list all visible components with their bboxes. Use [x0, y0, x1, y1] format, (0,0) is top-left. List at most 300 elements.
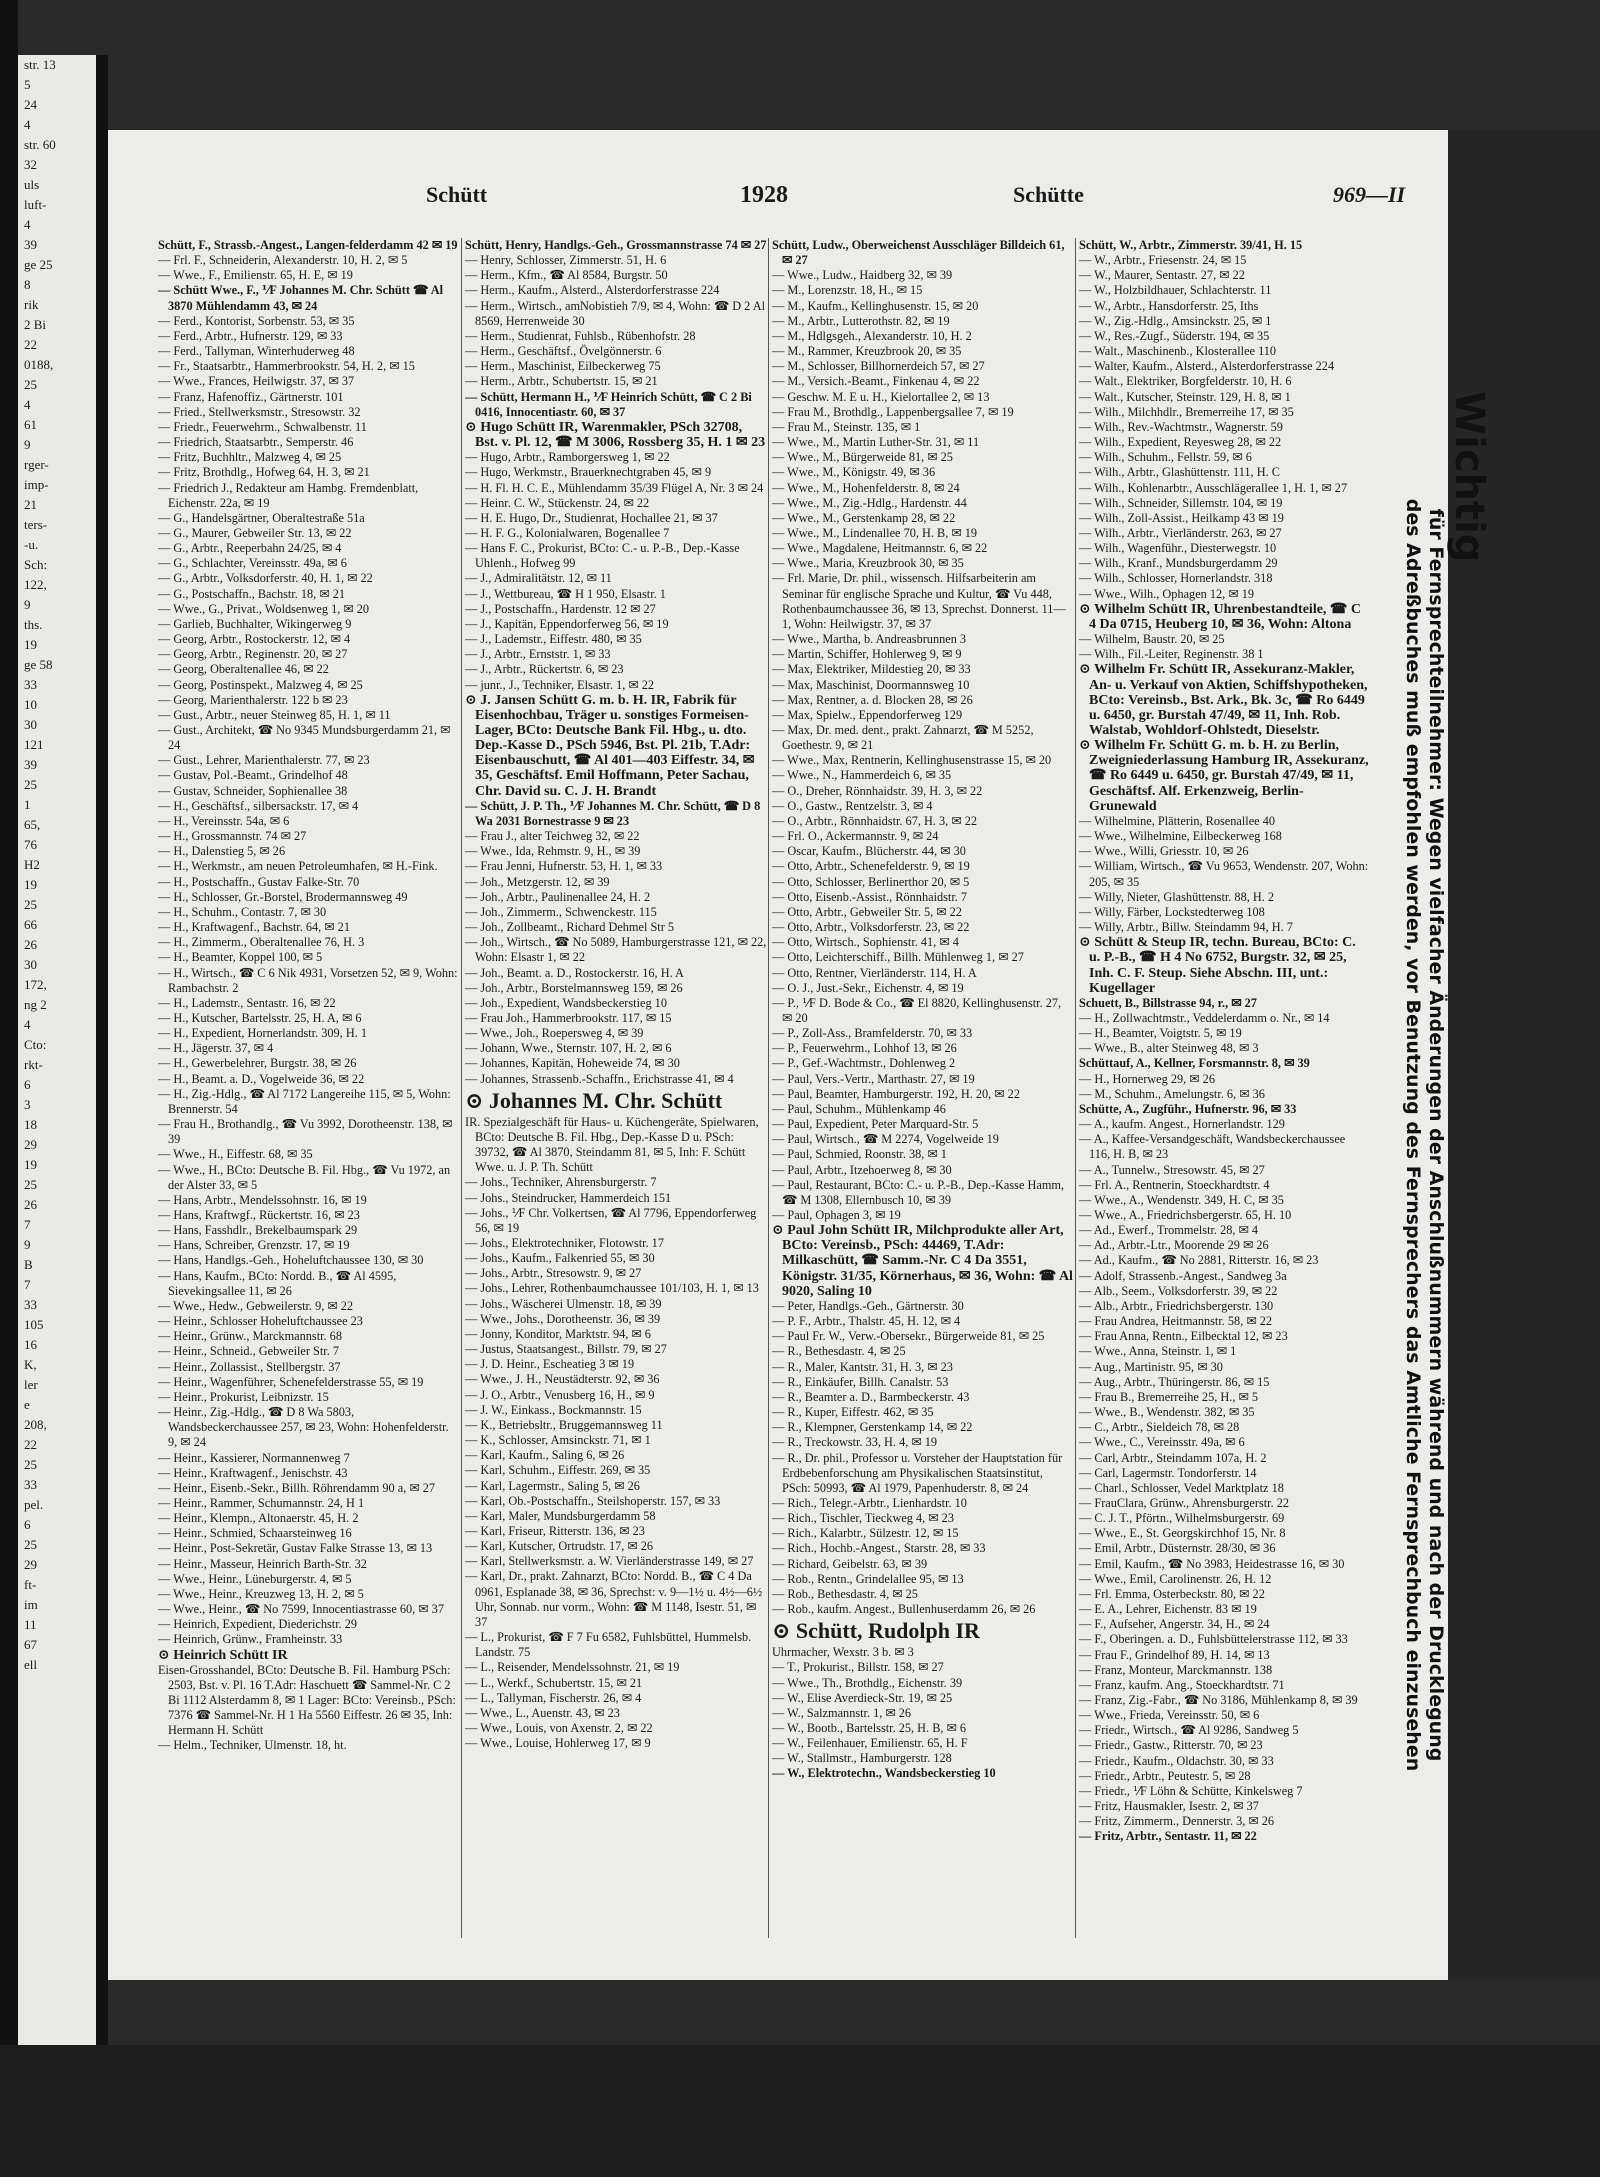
- directory-entry: — Wwe., M., Zig.-Hdlg., Hardenstr. 44: [772, 495, 967, 510]
- previous-page-line: 26: [24, 937, 37, 952]
- directory-entry: — Franz, Monteur, Marckmannstr. 138: [1079, 1662, 1273, 1677]
- directory-entry: — Hans, Arbtr., Mendelssohnstr. 16, ✉ 19: [158, 1192, 367, 1207]
- directory-entry: — Heinr., Post-Sekretär, Gustav Falke Strasse 13, ✉ 13: [158, 1541, 433, 1556]
- directory-entry: — G., Schlachter, Vereinsstr. 49a, ✉ 6: [158, 556, 347, 571]
- previous-page-line: 1: [24, 797, 31, 812]
- directory-entry: — Alb., Arbtr., Friedrichsbergerstr. 130: [1079, 1298, 1274, 1313]
- directory-entry: Schütt, W., Arbtr., Zimmerstr. 39/41, H. 15: [1079, 238, 1303, 252]
- directory-entry: — P., ⅟F D. Bode & Co., ☎ El 8820, Kellinghusenstr. 27, ✉ 20: [772, 995, 1062, 1025]
- directory-entry: — Herm., Geschäftsf., Övelgönnerstr. 6: [465, 344, 662, 359]
- directory-entry: — Georg, Arbtr., Reginenstr. 20, ✉ 27: [158, 647, 348, 662]
- previous-page-line: ge 25: [24, 257, 53, 272]
- directory-entry: — Max, Rentner, a. d. Blocken 28, ✉ 26: [772, 692, 973, 707]
- directory-entry: ⊙ J. Jansen Schütt G. m. b. H. IR, Fabrik für Eisenhochbau, Träger u. sonstiges Formeisen-Lager, BCto: Deutsche Bank Fil. Hbg., u. dto. Dep.-Kasse D., PSch 5946, Bst. Pl. 21b, T.Adr: Eisenbauschutt, ☎ Al 401—403 Eiffestr. 34, ✉ 35, Geschäftsf. Emil Hoffmann, Peter Sachau, Chr. David su. C. J. H. Brandt: [465, 692, 755, 799]
- directory-entry: — Wwe., C., Vereinsstr. 49a, ✉ 6: [1079, 1435, 1245, 1450]
- directory-entry: — W., Stallmstr., Hamburgerstr. 128: [772, 1751, 952, 1766]
- directory-entry: — H., Zimmerm., Oberaltenallee 76, H. 3: [158, 935, 365, 950]
- directory-entry: — R., Dr. phil., Professor u. Vorsteher der Hauptstation für Erdbebenforschung am Physikalischen Staatsinstitut, PSch: 50993, ☎ Al 1979, Papenhuderstr. 8, ✉ 24: [772, 1450, 1063, 1495]
- directory-entry: — J. W., Einkass., Bockmannstr. 15: [465, 1402, 642, 1417]
- directory-entry: — Wwe., N., Hammerdeich 6, ✉ 35: [772, 768, 952, 783]
- directory-entry: ⊙ Heinrich Schütt IR: [158, 1647, 288, 1663]
- directory-entry: — W., Zig.-Hdlg., Amsinckstr. 25, ✉ 1: [1079, 313, 1272, 328]
- previous-page-line: 7: [24, 1217, 31, 1232]
- previous-page-line: e: [24, 1397, 30, 1412]
- directory-entry: — R., Treckowstr. 33, H. 4, ✉ 19: [772, 1435, 938, 1450]
- directory-entry: — Emil, Arbtr., Düsternstr. 28/30, ✉ 36: [1079, 1541, 1276, 1556]
- directory-entry: — Wilh., Rev.-Wachtmstr., Wagnerstr. 59: [1079, 419, 1283, 434]
- previous-page-line: 22: [24, 337, 37, 352]
- directory-entry: — W., Arbtr., Hansdorferstr. 25, Iths: [1079, 298, 1259, 313]
- directory-entry: — H., Kutscher, Bartelsstr. 25, H. A, ✉ 6: [158, 1010, 362, 1025]
- previous-page-line: im: [24, 1597, 38, 1612]
- directory-entry: — junr., J., Techniker, Elsastr. 1, ✉ 22: [465, 677, 655, 692]
- directory-entry: — Willy, Arbtr., Billw. Steindamm 94, H. 7: [1079, 920, 1293, 935]
- directory-entry: — Wilh., Arbtr., Vierländerstr. 263, ✉ 27: [1079, 525, 1282, 540]
- directory-entry: — Frl. Emma, Osterbeckstr. 80, ✉ 22: [1079, 1586, 1265, 1601]
- directory-entry: — W., Arbtr., Friesenstr. 24, ✉ 15: [1079, 253, 1247, 268]
- previous-page-line: 67: [24, 1637, 37, 1652]
- directory-entry: — G., Postschaffn., Bachstr. 18, ✉ 21: [158, 586, 346, 601]
- directory-entry: — Adolf, Strassenb.-Angest., Sandweg 3a: [1079, 1268, 1287, 1283]
- directory-entry: IR. Spezialgeschäft für Haus- u. Küchengeräte, Spielwaren, BCto: Deutsche B. Fil. Hbg., Dep.-Kasse D u. PSch: 39732, ☎ Al 3870, Steindamm 81, ✉ 5, Inh: F. Schütt Wwe. u. J. P. Th. Schütt: [465, 1114, 759, 1175]
- directory-entry: — H., Zig.-Hdlg., ☎ Al 7172 Langereihe 115, ✉ 5, Wohn: Brennerstr. 54: [158, 1086, 451, 1116]
- directory-entry: — Wilhelmine, Plätterin, Rosenallee 40: [1079, 813, 1275, 828]
- directory-entry: — Karl, Kutscher, Ortrudstr. 17, ✉ 26: [465, 1539, 654, 1554]
- directory-entry: — O., Dreher, Rönnhaidstr. 39, H. 3, ✉ 22: [772, 783, 983, 798]
- header-right-keyword: Schütte: [1013, 182, 1084, 207]
- directory-entry: — H., Grossmannstr. 74 ✉ 27: [158, 829, 307, 844]
- directory-entry: — Heinr., Kassierer, Normannenweg 7: [158, 1450, 350, 1465]
- directory-entry: — Heinr., Prokurist, Leibnizstr. 15: [158, 1389, 329, 1404]
- directory-entry: — Rich., Telegr.-Arbtr., Lienhardstr. 10: [772, 1495, 967, 1510]
- directory-entry: — Wilhelm, Baustr. 20, ✉ 25: [1079, 632, 1225, 647]
- directory-entry: — H., Schuhm., Contastr. 7, ✉ 30: [158, 904, 327, 919]
- previous-page-line: 6: [24, 1077, 31, 1092]
- column-divider: [461, 238, 462, 1938]
- directory-entry: Schüttauf, A., Kellner, Forsmannstr. 8, ✉ 39: [1079, 1056, 1310, 1071]
- side-notice-text: [1401, 385, 1491, 1885]
- directory-entry: — L., Reisender, Mendelssohnstr. 21, ✉ 19: [465, 1660, 680, 1675]
- previous-page-line: 121: [24, 737, 44, 752]
- directory-entry: — Wwe., Frances, Heilwigstr. 37, ✉ 37: [158, 374, 355, 389]
- previous-page-line: ge 58: [24, 657, 53, 672]
- directory-entry: — Wilh., Schuhm., Fellstr. 59, ✉ 6: [1079, 450, 1252, 465]
- directory-entry: — Heinr., Eisenb.-Sekr., Billh. Röhrendamm 90 a, ✉ 27: [158, 1480, 436, 1495]
- previous-page-line: 6: [24, 1517, 31, 1532]
- previous-page-line: 26: [24, 1197, 37, 1212]
- directory-entry: — Hans, Kraftwgf., Rückertstr. 16, ✉ 23: [158, 1208, 360, 1222]
- previous-page-line: luft-: [24, 197, 47, 212]
- directory-entry: — Frau H., Brothandlg., ☎ Vu 3992, Dorotheenstr. 138, ✉ 39: [158, 1117, 453, 1147]
- previous-page-line: -u.: [24, 537, 39, 552]
- previous-page-line: 2 Bi: [24, 317, 47, 332]
- directory-entry: — Herm., Kaufm., Alsterd., Alsterdorferstrasse 224: [465, 283, 720, 298]
- directory-entry: — Otto, Leichterschiff., Billh. Mühlenweg 1, ✉ 27: [772, 950, 1024, 965]
- directory-entry: — Heinr., Klempn., Altonaerstr. 45, H. 2: [158, 1511, 359, 1526]
- directory-entry: — Johs., Steindrucker, Hammerdeich 151: [465, 1190, 672, 1205]
- directory-entry: — H., Beamter, Voigtstr. 5, ✉ 19: [1079, 1026, 1242, 1041]
- directory-entry: — Wwe., M., Hohenfelderstr. 8, ✉ 24: [772, 480, 960, 495]
- directory-entry: — H., Zollwachtmstr., Veddelerdamm o. Nr., ✉ 14: [1079, 1010, 1330, 1025]
- directory-entry: — H., Lademstr., Sentastr. 16, ✉ 22: [158, 995, 336, 1010]
- directory-entry: ⊙ Wilhelm Schütt IR, Uhrenbestandteile, ☎ C 4 Da 0715, Heuberg 10, ✉ 36, Wohn: Altona: [1079, 601, 1361, 632]
- directory-entry: — Heinr., Schlosser Hoheluftchaussee 23: [158, 1314, 363, 1329]
- directory-entry: — Georg, Arbtr., Rostockerstr. 12, ✉ 4: [158, 632, 351, 647]
- directory-entry: — P., Feuerwehrm., Lohhof 13, ✉ 26: [772, 1041, 957, 1056]
- previous-page-line: 9: [24, 1237, 31, 1252]
- directory-entry: — Richard, Geibelstr. 63, ✉ 39: [772, 1556, 928, 1571]
- directory-entry: ⊙ Wilhelm Fr. Schütt G. m. b. H. zu Berlin, Zweigniederlassung Hamburg IR, Assekuranz, ☎ Ro 6449 u. 6450, gr. Burstah 47/49, ✉ 11, Geschäftsf. Alf. Erkenzweig, Berlin-Grunewald: [1079, 738, 1369, 814]
- previous-page-line: 25: [24, 377, 37, 392]
- directory-entry: — Georg, Postinspekt., Malzweg 4, ✉ 25: [158, 677, 363, 692]
- previous-page-line: 208,: [24, 1417, 47, 1432]
- directory-entry: — H., Jägerstr. 37, ✉ 4: [158, 1041, 274, 1056]
- directory-entry: — Gust., Lehrer, Marienthalerstr. 77, ✉ 23: [158, 753, 370, 768]
- directory-entry: — Karl, Maler, Mundsburgerdamm 58: [465, 1508, 656, 1523]
- previous-page-line: 7: [24, 1277, 31, 1292]
- directory-entry: — Frau Anna, Rentn., Eilbecktal 12, ✉ 23: [1079, 1329, 1288, 1344]
- directory-entry: — L., Tallyman, Fischerstr. 26, ✉ 4: [465, 1690, 642, 1705]
- directory-entry: — Georg, Oberaltenallee 46, ✉ 22: [158, 662, 329, 677]
- directory-entry: — Wilh., Schneider, Sillemstr. 104, ✉ 19: [1079, 495, 1283, 510]
- directory-entry: — Alb., Seem., Volksdorferstr. 39, ✉ 22: [1079, 1283, 1278, 1298]
- directory-entry: — Paul, Vers.-Vertr., Marthastr. 27, ✉ 19: [772, 1071, 975, 1086]
- directory-entry: — Willy, Färber, Lockstedterweg 108: [1079, 904, 1265, 919]
- previous-page-line: 0188,: [24, 357, 54, 372]
- directory-entry: — Walt., Maschinenb., Klosterallee 110: [1079, 344, 1277, 359]
- directory-entry: ⊙ Johannes M. Chr. Schütt: [465, 1087, 723, 1113]
- directory-entry: — Frau F., Grindelhof 89, H. 14, ✉ 13: [1079, 1647, 1270, 1662]
- directory-entry: — Wilh., Kranf., Mundsburgerdamm 29: [1079, 556, 1278, 571]
- page-header: [108, 182, 1448, 222]
- directory-entry: — Helm., Techniker, Ulmenstr. 18, ht.: [158, 1738, 347, 1753]
- directory-entry: Schütt, Henry, Handlgs.-Geh., Grossmannstrasse 74 ✉ 27: [465, 238, 767, 252]
- previous-page-line: 5: [24, 77, 31, 92]
- directory-entry: — Heinr., Wagenführer, Schenefelderstrasse 55, ✉ 19: [158, 1374, 424, 1389]
- directory-entry: ⊙ Paul John Schütt IR, Milchprodukte aller Art, BCto: Vereinsb., PSch: 44469, T.Adr: Milkaschütt, ☎ Samm.-Nr. C 4 Da 3551, Königstr. 31/35, Körnerhaus, ✉ 36, Wohn: ☎ Al 9020, Saling 10: [772, 1223, 1073, 1299]
- previous-page-line: 11: [24, 1617, 37, 1632]
- directory-entry: — Ad., Ewerf., Trommelstr. 28, ✉ 4: [1079, 1223, 1259, 1238]
- directory-entry: — Wwe., M., Königstr. 49, ✉ 36: [772, 465, 936, 480]
- directory-entry: — H., Postschaffn., Gustav Falke-Str. 70: [158, 874, 360, 889]
- directory-entry: — H. E. Hugo, Dr., Studienrat, Hochallee 21, ✉ 37: [465, 510, 718, 525]
- directory-entry: — Wwe., Anna, Steinstr. 1, ✉ 1: [1079, 1344, 1237, 1359]
- directory-entry: — Paul, Schmied, Roonstr. 38, ✉ 1: [772, 1147, 947, 1162]
- directory-entry: — Wwe., B., alter Steinweg 48, ✉ 3: [1079, 1041, 1259, 1056]
- directory-entry: — Ad., Arbtr.-Ltr., Moorende 29 ✉ 26: [1079, 1238, 1269, 1253]
- previous-page-line: rkt-: [24, 1057, 43, 1072]
- side-notice-line-1: für Fernsprechteilnehmer: Wegen vielfacher Änderungen der Anschlußnummern während und nach der Drucklegung: [1425, 508, 1447, 1762]
- previous-page-line: ell: [24, 1657, 37, 1672]
- previous-page-line: 30: [24, 957, 37, 972]
- previous-page-fragment: [18, 55, 96, 2045]
- book-gutter: [96, 55, 108, 2045]
- directory-entry: — H., Expedient, Hornerlandstr. 309, H. 1: [158, 1026, 368, 1041]
- directory-entry: — Wwe., A., Wendenstr. 349, H. C, ✉ 35: [1079, 1192, 1284, 1207]
- directory-entry: Schütt, F., Strassb.-Angest., Langen-felderdamm 42 ✉ 19: [158, 238, 458, 252]
- previous-page-line: 61: [24, 417, 37, 432]
- previous-page-line: 172,: [24, 977, 47, 992]
- directory-entry: — Joh., Arbtr., Paulinenallee 24, H. 2: [465, 889, 651, 904]
- side-notice: [1376, 330, 1492, 1830]
- directory-entry: — Karl, Schuhm., Eiffestr. 269, ✉ 35: [465, 1463, 651, 1478]
- directory-entry: — Otto, Schlosser, Berlinerthor 20, ✉ 5: [772, 874, 970, 889]
- side-notice-title: Wichtig: [1446, 391, 1492, 563]
- directory-entry: — J., Wettbureau, ☎ H 1 950, Elsastr. 1: [465, 586, 666, 601]
- directory-entry: — Frau Joh., Hammerbrookstr. 117, ✉ 15: [465, 1010, 672, 1025]
- directory-entry: — Frl. O., Ackermannstr. 9, ✉ 24: [772, 829, 939, 844]
- previous-page-line: 25: [24, 1537, 37, 1552]
- previous-page-line: 19: [24, 877, 37, 892]
- directory-entry: — Wilh., Expedient, Reyesweg 28, ✉ 22: [1079, 435, 1282, 450]
- directory-entry: — Johs., ⅟F Chr. Volkertsen, ☎ Al 7796, Eppendorferweg 56, ✉ 19: [465, 1205, 757, 1235]
- directory-entry: — Wwe., Max, Rentnerin, Kellinghusenstrasse 15, ✉ 20: [772, 753, 1052, 768]
- directory-entry: — Aug., Martinistr. 95, ✉ 30: [1079, 1359, 1223, 1374]
- directory-entry: Schütte, A., Zugführ., Hufnerstr. 96, ✉ 33: [1079, 1101, 1297, 1116]
- directory-entry: ⊙ Wilhelm Fr. Schütt IR, Assekuranz-Makler, An- u. Verkauf von Aktien, Schiffshypotheken, BCto: Vereinsb., Bst. Ark., Bk. 3c, ☎ Ro 6449 u. 6450, gr. Burstah 47/49, ✉ 11, Inh. Rob. Walstab, Wohldorf-Ohlstedt, Dieselstr.: [1079, 662, 1368, 738]
- directory-entry: — Heinr., Masseur, Heinrich Barth-Str. 32: [158, 1556, 367, 1571]
- directory-entry: — Johannes, Kapitän, Hoheweide 74, ✉ 30: [465, 1056, 680, 1071]
- directory-entry: — Karl, Kaufm., Saling 6, ✉ 26: [465, 1448, 625, 1463]
- directory-entry: — Paul, Restaurant, BCto: C.- u. P.-B., Dep.-Kasse Hamm, ☎ M 1308, Ellernbusch 10, ✉ 39: [772, 1177, 1065, 1207]
- directory-entry: — Friedr., Kaufm., Oldachstr. 30, ✉ 33: [1079, 1753, 1274, 1768]
- directory-entry: — G., Arbtr., Volksdorferstr. 40, H. 1, ✉ 22: [158, 571, 373, 586]
- directory-entry: — Wwe., Magdalene, Heitmannstr. 6, ✉ 22: [772, 541, 988, 556]
- directory-entry: — Wwe., Heinr., Kreuzweg 13, H. 2, ✉ 5: [158, 1586, 364, 1601]
- directory-entry: — Hans, Handlgs.-Geh., Hoheluftchaussee 130, ✉ 30: [158, 1253, 424, 1268]
- directory-entry: — Herm., Arbtr., Schubertstr. 15, ✉ 21: [465, 374, 658, 389]
- directory-entry: — J., Arbtr., Ernststr. 1, ✉ 33: [465, 647, 611, 662]
- directory-entry: — M., Versich.-Beamt., Finkenau 4, ✉ 22: [772, 374, 980, 389]
- header-page-number: 969—II: [1333, 182, 1406, 207]
- directory-entry: — J., Arbtr., Rückertstr. 6, ✉ 23: [465, 662, 624, 677]
- directory-entry: — H. Fl. H. C. E., Mühlendamm 35/39 Flügel A, Nr. 3 ✉ 24: [465, 480, 764, 495]
- directory-entry: — Wwe., Ida, Rehmstr. 9, H., ✉ 39: [465, 844, 641, 859]
- previous-page-line: 9: [24, 597, 31, 612]
- directory-entry: — Aug., Arbtr., Thüringerstr. 86, ✉ 15: [1079, 1374, 1270, 1389]
- directory-entry: — M., Schuhm., Amelungstr. 6, ✉ 36: [1079, 1086, 1265, 1101]
- directory-entry: — Fritz, Buchhltr., Malzweg 4, ✉ 25: [158, 450, 342, 465]
- directory-entry: — Frl. F., Schneiderin, Alexanderstr. 10, H. 2, ✉ 5: [158, 253, 408, 268]
- directory-entry: — H., Hornerweg 29, ✉ 26: [1079, 1071, 1215, 1086]
- directory-entry: — Ad., Kaufm., ☎ No 2881, Ritterstr. 16, ✉ 23: [1079, 1253, 1319, 1268]
- previous-page-line: 39: [24, 757, 37, 772]
- directory-entry: ⊙ Schütt & Steup IR, techn. Bureau, BCto: C. u. P.-B., ☎ H 4 No 6752, Burgstr. 32, ✉ 25, Inh. C. F. Steup. Siehe Abschn. III, unt.: Kugellager: [1079, 935, 1356, 996]
- directory-entry: — W., Salzmannstr. 1, ✉ 26: [772, 1705, 912, 1720]
- directory-entry: — Garlieb, Buchhalter, Wikingerweg 9: [158, 616, 352, 631]
- directory-entry: — Joh., Wirtsch., ☎ No 5089, Hamburgerstrasse 121, ✉ 22, Wohn: Elsastr 1, ✉ 22: [465, 935, 767, 965]
- directory-entry: — Hans F. C., Prokurist, BCto: C.- u. P.-B., Dep.-Kasse Uhlenh., Hofweg 99: [465, 541, 740, 571]
- directory-entry: — W., Maurer, Sentastr. 27, ✉ 22: [1079, 268, 1245, 283]
- directory-entry: — W., Elektrotechn., Wandsbeckerstieg 10: [772, 1766, 996, 1781]
- column-divider: [768, 238, 769, 1938]
- previous-page-line: 8: [24, 277, 31, 292]
- directory-entry: — Herm., Studienrat, Fuhlsb., Rübenhofstr. 28: [465, 328, 696, 343]
- directory-entry: — Heinr. C. W., Stückenstr. 24, ✉ 22: [465, 495, 650, 510]
- directory-entry: — Heinr., Rammer, Schumannstr. 24, H 1: [158, 1495, 365, 1510]
- previous-page-line: 25: [24, 1177, 37, 1192]
- directory-entry: — Wilh., Kohlenarbtr., Ausschlägerallee 1, H. 1, ✉ 27: [1079, 480, 1348, 495]
- directory-entry: — Wwe., M., Lindenallee 70, H. B, ✉ 19: [772, 525, 978, 540]
- previous-page-line: ler: [24, 1377, 38, 1392]
- directory-entry: — Frau M., Steinstr. 135, ✉ 1: [772, 419, 921, 434]
- header-year: 1928: [740, 182, 788, 208]
- directory-entry: — Fr., Staatsarbtr., Hammerbrookstr. 54, H. 2, ✉ 15: [158, 359, 415, 374]
- directory-entry: — Johs., Kaufm., Falkenried 55, ✉ 30: [465, 1251, 655, 1266]
- directory-entry: — F., Oberingen. a. D., Fuhlsbüttelerstrasse 112, ✉ 33: [1079, 1632, 1348, 1647]
- directory-entry: — Wwe., Johs., Dorotheenstr. 36, ✉ 39: [465, 1311, 661, 1326]
- directory-entry: — G., Handelsgärtner, Oberaltestraße 51a: [158, 510, 365, 525]
- directory-entry: — M., Rammer, Kreuzbrook 20, ✉ 35: [772, 344, 962, 359]
- directory-entry: — H., Schlosser, Gr.-Borstel, Brodermannsweg 49: [158, 889, 408, 904]
- previous-page-line: 4: [24, 117, 31, 132]
- directory-entry: — Johs., Elektrotechniker, Flotowstr. 17: [465, 1236, 664, 1250]
- previous-page-line: 4: [24, 397, 31, 412]
- directory-entry: — Charl., Schlosser, Vedel Marktplatz 18: [1079, 1480, 1284, 1495]
- directory-entry: — Walter, Kaufm., Alsterd., Alsterdorferstrasse 224: [1079, 359, 1335, 374]
- directory-entry: — Joh., Expedient, Wandsbeckerstieg 10: [465, 995, 667, 1010]
- previous-page-line: 32: [24, 157, 37, 172]
- directory-entry: — W., Elise Averdieck-Str. 19, ✉ 25: [772, 1690, 953, 1705]
- directory-entry: — Carl, Lagermstr. Tondorferstr. 14: [1079, 1465, 1257, 1480]
- directory-entry: — Wilh., Schlosser, Hornerlandstr. 318: [1079, 571, 1273, 586]
- directory-entry: — Frl. A., Rentnerin, Stoeckhardtstr. 4: [1079, 1177, 1270, 1192]
- previous-page-line: str. 13: [24, 57, 56, 72]
- directory-entry: — Gustav, Schneider, Sophienallee 38: [158, 783, 348, 798]
- directory-entry: — Wwe., H., Eiffestr. 68, ✉ 35: [158, 1147, 313, 1162]
- directory-entry: — C., Arbtr., Sieldeich 78, ✉ 28: [1079, 1420, 1240, 1435]
- directory-entry: Eisen-Grosshandel, BCto: Deutsche B. Fil. Hamburg PSch: 2503, Bst. v. Pl. 16 T.Adr: Haschuett ☎ Sammel-Nr. C 2 Bi 1112 Alsterdamm 8, ✉ 1 Lager: BCto: Vereinsb., PSch: 7376 ☎ Sammel-Nr. H 1 Ha 5560 Eiffestr. 26 ✉ 35, Inh: Hermann H. Schütt: [158, 1662, 456, 1738]
- directory-entry: — P. F., Arbtr., Thalstr. 45, H. 12, ✉ 4: [772, 1314, 961, 1329]
- directory-entry: — Georg, Marienthalerstr. 122 b ✉ 23: [158, 692, 348, 707]
- directory-entry: — Johann, Wwe., Sternstr. 107, H. 2, ✉ 6: [465, 1041, 672, 1056]
- directory-entry: — M., Lorenzstr. 18, H., ✉ 15: [772, 283, 923, 298]
- previous-page-line: 4: [24, 217, 31, 232]
- previous-page-line: pel.: [24, 1497, 44, 1512]
- directory-entry: — G., Maurer, Gebweiler Str. 13, ✉ 22: [158, 525, 352, 540]
- directory-entry: — Heinrich, Expedient, Diederichstr. 29: [158, 1617, 358, 1632]
- directory-entry: — E. A., Lehrer, Eichenstr. 83 ✉ 19: [1079, 1602, 1257, 1617]
- previous-page-line: str. 60: [24, 137, 56, 152]
- scan-dark-edge-bottom: [0, 2045, 1600, 2177]
- directory-entry: — K., Schlosser, Amsinckstr. 71, ✉ 1: [465, 1433, 651, 1448]
- directory-entry: Schütt, Ludw., Oberweichenst Ausschläger Billdeich 61, ✉ 27: [772, 238, 1065, 268]
- directory-entry: — Friedrich J., Redakteur am Hambg. Fremdenblatt, Eichenstr. 22a, ✉ 19: [158, 480, 419, 510]
- directory-entry: — G., Arbtr., Reeperbahn 24/25, ✉ 4: [158, 541, 342, 556]
- directory-entry: — Wilh., Zoll-Assist., Heilkamp 43 ✉ 19: [1079, 510, 1284, 525]
- directory-entry: — A., kaufm. Angest., Hornerlandstr. 129: [1079, 1117, 1285, 1132]
- directory-entry: — Rich., Tischler, Tieckweg 4, ✉ 23: [772, 1511, 954, 1526]
- directory-entry: — Willy, Nieter, Glashüttenstr. 88, H. 2: [1079, 889, 1275, 904]
- directory-entry: — Schütt Wwe., F., ⅟F Johannes M. Chr. Schütt ☎ Al 3870 Mühlendamm 43, ✉ 24: [158, 283, 444, 313]
- directory-entry: — Frau B., Bremerreihe 25, H., ✉ 5: [1079, 1389, 1259, 1404]
- previous-page-line: imp-: [24, 477, 49, 492]
- directory-entry: — Geschw. M. E u. H., Kielortallee 2, ✉ 13: [772, 389, 990, 404]
- directory-entry: — Friedr., ⅟F Löhn & Schütte, Kinkelsweg 7: [1079, 1783, 1303, 1798]
- directory-entry: — T., Prokurist., Billstr. 158, ✉ 27: [772, 1660, 944, 1675]
- directory-entry: — Justus, Staatsangest., Billstr. 79, ✉ 27: [465, 1342, 667, 1357]
- previous-page-line: Cto:: [24, 1037, 47, 1052]
- directory-entry: — Johs., Arbtr., Stresowstr. 9, ✉ 27: [465, 1266, 642, 1281]
- directory-entry: — Jonny, Konditor, Marktstr. 94, ✉ 6: [465, 1326, 651, 1341]
- directory-entry: — Wilh., Fil.-Leiter, Reginenstr. 38 1: [1079, 647, 1264, 662]
- directory-entry: — Martin, Schiffer, Hohlerweg 9, ✉ 9: [772, 647, 962, 662]
- directory-entry: — Walt., Kutscher, Steinstr. 129, H. 8, ✉ 1: [1079, 389, 1291, 404]
- directory-entry: — Paul, Wirtsch., ☎ M 2274, Vogelweide 19: [772, 1132, 999, 1147]
- directory-entry: — Fried., Stellwerksmstr., Stresowstr. 32: [158, 404, 361, 419]
- previous-page-line: 25: [24, 777, 37, 792]
- previous-page-line: 30: [24, 717, 37, 732]
- previous-page-line: 122,: [24, 577, 47, 592]
- directory-entry: — Schütt, J. P. Th., ⅟F Johannes M. Chr. Schütt, ☎ D 8 Wa 2031 Bornestrasse 9 ✉ 23: [465, 798, 761, 828]
- directory-entry: — Rich., Kalarbtr., Sülzestr. 12, ✉ 15: [772, 1526, 959, 1541]
- directory-entry: — W., Res.-Zugf., Süderstr. 194, ✉ 35: [1079, 328, 1270, 343]
- directory-entry: — M., Kaufm., Kellinghusenstr. 15, ✉ 20: [772, 298, 979, 313]
- previous-page-line: 4: [24, 1017, 31, 1032]
- previous-page-line: 19: [24, 1157, 37, 1172]
- previous-page-line: 33: [24, 1477, 37, 1492]
- directory-entry: — Paul Fr. W., Verw.-Obersekr., Bürgerweide 81, ✉ 25: [772, 1329, 1045, 1344]
- directory-entry: — Rob., Bethesdastr. 4, ✉ 25: [772, 1586, 918, 1601]
- directory-entry: — Karl, Friseur, Ritterstr. 136, ✉ 23: [465, 1523, 645, 1538]
- directory-page: [108, 130, 1492, 1980]
- previous-page-line: rger-: [24, 457, 49, 472]
- directory-entry: — H., Beamt. a. D., Vogelweide 36, ✉ 22: [158, 1071, 365, 1086]
- directory-entry: — Friedr., Gastw., Ritterstr. 70, ✉ 23: [1079, 1738, 1263, 1753]
- directory-entry: — M., Schlosser, Billhornerdeich 57, ✉ 27: [772, 359, 985, 374]
- directory-entry: — J., Postschaffn., Hardenstr. 12 ✉ 27: [465, 601, 656, 616]
- directory-entry: — Karl, Lagermstr., Saling 5, ✉ 26: [465, 1478, 640, 1493]
- previous-page-line: 21: [24, 497, 37, 512]
- previous-page-line: 39: [24, 237, 37, 252]
- directory-entry: — Rob., Rentn., Grindelallee 95, ✉ 13: [772, 1571, 964, 1586]
- directory-entry: — Fritz, Brothdlg., Hofweg 64, H. 3, ✉ 21: [158, 465, 370, 480]
- directory-entry: — L., Werkf., Schubertstr. 15, ✉ 21: [465, 1675, 643, 1690]
- directory-entry: — Joh., Zimmerm., Schwenckestr. 115: [465, 904, 657, 919]
- directory-entry: — M., Arbtr., Lutterothstr. 82, ✉ 19: [772, 313, 950, 328]
- directory-entry: — Max, Dr. med. dent., prakt. Zahnarzt, ☎ M 5252, Goethestr. 9, ✉ 21: [772, 723, 1034, 753]
- directory-entry: — K., Betriebsltr., Bruggemannsweg 11: [465, 1417, 663, 1432]
- directory-entry: — H., Beamter, Koppel 100, ✉ 5: [158, 950, 323, 965]
- directory-entry: — Fritz, Hausmakler, Isestr. 2, ✉ 37: [1079, 1799, 1259, 1814]
- directory-entry: — Ferd., Kontorist, Sorbenstr. 53, ✉ 35: [158, 313, 355, 328]
- directory-entry: — Gustav, Pol.-Beamt., Grindelhof 48: [158, 768, 348, 783]
- directory-entry: — F., Aufseher, Angerstr. 34, H., ✉ 24: [1079, 1617, 1270, 1632]
- directory-entry: — P., Gef.-Wachtmstr., Dohlenweg 2: [772, 1056, 956, 1071]
- directory-entry: — Heinr., Schneid., Gebweiler Str. 7: [158, 1344, 340, 1359]
- previous-page-line: 19: [24, 637, 37, 652]
- previous-page-line: 22: [24, 1437, 37, 1452]
- previous-page-line: 16: [24, 1337, 37, 1352]
- directory-entry: — Otto, Rentner, Vierländerstr. 114, H. A: [772, 965, 977, 980]
- directory-entry: — Ferd., Tallyman, Winterhuderweg 48: [158, 344, 355, 359]
- previous-page-line: ters-: [24, 517, 48, 532]
- directory-entry: — O. J., Just.-Sekr., Eichenstr. 4, ✉ 19: [772, 980, 964, 995]
- directory-entry: — P., Zoll-Ass., Bramfelderstr. 70, ✉ 33: [772, 1026, 973, 1041]
- directory-entry: — Wwe., M., Bürgerweide 81, ✉ 25: [772, 450, 953, 465]
- directory-entry: — Carl, Arbtr., Steindamm 107a, H. 2: [1079, 1450, 1267, 1465]
- directory-entry: — Frau M., Brothdlg., Lappenbergsallee 7, ✉ 19: [772, 404, 1014, 419]
- directory-entry: — R., Bethesdastr. 4, ✉ 25: [772, 1344, 906, 1359]
- previous-page-line: ths.: [24, 617, 43, 632]
- previous-page-line: 29: [24, 1137, 37, 1152]
- directory-column-2: [465, 238, 767, 1958]
- directory-entry: — Wwe., E., St. Georgskirchhof 15, Nr. 8: [1079, 1526, 1286, 1541]
- directory-entry: — Wwe., G., Privat., Woldsenweg 1, ✉ 20: [158, 601, 370, 616]
- directory-entry: — Wwe., L., Auenstr. 43, ✉ 23: [465, 1705, 620, 1720]
- directory-entry: — Hans, Kaufm., BCto: Nordd. B., ☎ Al 4595, Sievekingsallee 11, ✉ 26: [158, 1268, 397, 1298]
- directory-entry: — Wwe., A., Friedrichsbergerstr. 65, H. 10: [1079, 1208, 1292, 1222]
